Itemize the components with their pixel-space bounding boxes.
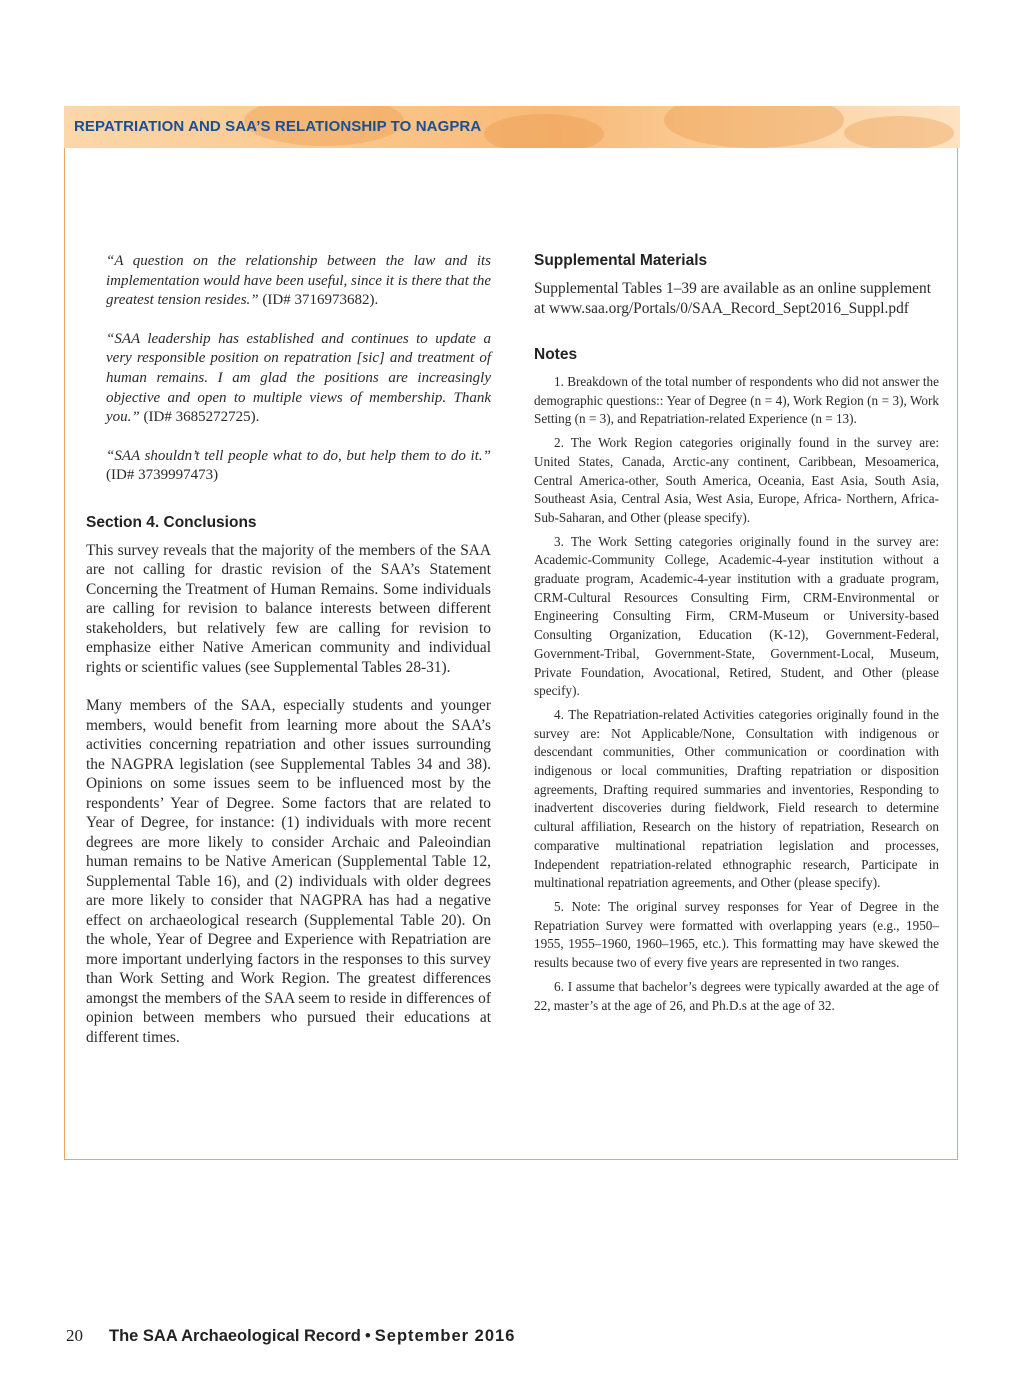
note-5: 5. Note: The original survey responses for Year of Degree in the Repatriation Survey were formatted with overlapping years (e.g., 1950–1955, 1955–1960, 1960–1965, etc.). This formatting may have skewed the results because two of every five years are represented in two ranges. (534, 898, 939, 971)
quote-1 (106, 252, 491, 311)
quote-id: (ID# 3716973682). (258, 292, 379, 309)
page-number: 20 (66, 1326, 83, 1345)
note-6: 6. I assume that bachelor’s degrees were typically awarded at the age of 22, master’s at the age of 26, and Ph.D.s at the age of 32. (534, 978, 939, 1013)
quote-text: “SAA leadership has established and continues to update a very responsible position on repatration [sic] and treatment of human remains. I am glad the positions are increasingly objective and open to multiple views of membership. Thank you.” (106, 330, 491, 426)
conclusions-paragraph-2: Many members of the SAA, especially students and younger members, would benefit from learning more about the SAA’s activities concerning repatriation and other issues surrounding the NAGPRA legislation (see Supplemental Tables 34 and 38). Opinions on some issues seem to be influenced most by the respondents’ Year of Degree. Some factors that are related to Year of Degree, for instance: (1) individuals with more recent degrees are more likely to consider Archaic and Paleoindian human remains to be Native American (Supplemental Table 12, Supplemental Table 16), and (2) individuals with older degrees are more likely to consider that NAGPRA has had a negative effect on archaeological research (Supplemental Table 20). On the whole, Year of Degree and Experience with Repatriation are more important underlying factors in the responses to this survey than Work Setting and Work Region. The greatest differences amongst the members of the SAA seem to reside in differences of opinion between members who pursued their educations at different times. (86, 697, 491, 1046)
note-2: 2. The Work Region categories originally found in the survey are: United States, Canada, Arctic-any continent, Caribbean, Mesoamerica, Central America-other, South America, Oceania, East Asia, South Asia, Southeast Asia, Central Asia, West Asia, Europe, Africa- Northern, Africa-Sub-Saharan, and Other (please specify). (534, 435, 939, 525)
note-1: 1. Breakdown of the total number of respondents who did not answer the demographic questions:: Year of Degree (n = 4), Work Region (n = 3), Work Setting (n = 3), and Repatriation-related Experience (n = 13). (534, 374, 939, 427)
quote-3 (106, 447, 491, 486)
notes-heading: Notes (534, 346, 578, 363)
left-column (86, 252, 491, 1066)
note-3: 3. The Work Setting categories originally found in the survey are: Academic-Community College, Academic-4-year institution without a graduate program, Academic-4-year institution with a graduate program, CRM-Cultural Resources Consulting Firm, CRM-Environmental or Engineering Consulting Firm, CRM-Museum or University-based Consulting Organization, Education (K-12), Government-Federal, Government-Tribal, Government-State, Government-Local, Museum, Private Foundation, Avocational, Retired, Student, and Other (please specify). (534, 533, 939, 699)
supplemental-text: Supplemental Tables 1–39 are available as an online supplement at www.saa.org/Portals/0/SAA_Record_Sept2016_Suppl.pdf (534, 280, 931, 317)
quote-text: “SAA shouldn’t tell people what to do, but help them to do it.” (106, 447, 491, 464)
banner-title: REPATRIATION AND SAA’S RELATIONSHIP TO NAGPRA (74, 118, 482, 135)
quote-2 (106, 330, 491, 428)
issue-date: September 2016 (374, 1327, 516, 1345)
conclusions-heading: Section 4. Conclusions (86, 513, 257, 531)
quote-text: “A question on the relationship between the law and its implementation would have been useful, since it is there that the greatest tension resides.” (106, 253, 491, 309)
supplemental-heading: Supplemental Materials (534, 252, 708, 269)
quote-id: (ID# 3685272725). (139, 409, 260, 426)
footer-bullet: • (364, 1326, 371, 1345)
section-banner (64, 106, 960, 148)
right-column (534, 252, 939, 1020)
conclusions-paragraph-1: This survey reveals that the majority of the members of the SAA are not calling for drastic revision of the SAA’s Statement Concerning the Treatment of Human Remains. Some individuals are calling for revision to balance interests between different stakeholders, but relatively few are calling for revision to emphasize either Native American community and individual rights or scientific values (see Supplemental Tables 28-31). (86, 541, 491, 676)
magazine-title: The SAA Archaeological Record (109, 1327, 361, 1345)
quote-id: (ID# 3739997473) (106, 467, 219, 484)
note-4: 4. The Repatriation-related Activities categories originally found in the survey are: Not Applicable/None, Consultation with indigenous or descendant communities, Other communication or coordination with indigenous or local communities, Drafting repatriation or disposition agreements, Drafting required summaries and inventories, Responding to inadvertent discoveries during fieldwork, Field research to determine cultural affiliation, Research on the history of repatriation, Research on comparative multinational repatriation legislation and processes, Independent repatriation-related ethnographic research, Participate in multinational repatriation agreements, and Other (please specify). (534, 706, 939, 891)
page-footer (66, 1326, 515, 1346)
